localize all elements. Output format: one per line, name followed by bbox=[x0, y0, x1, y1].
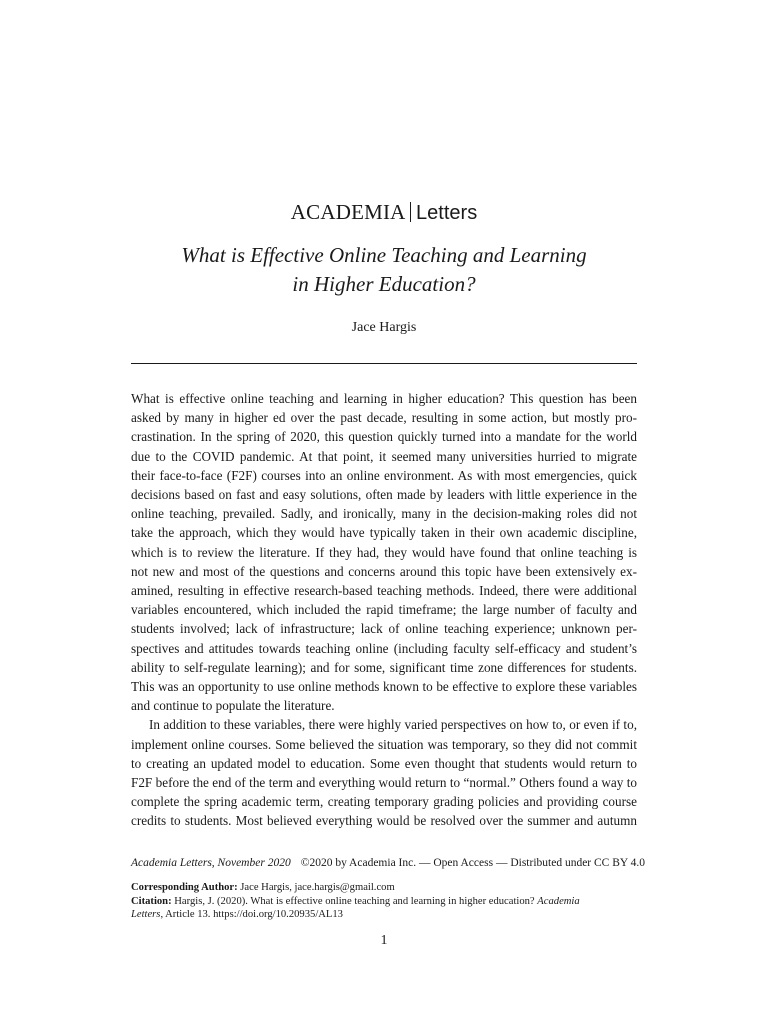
page-number: 1 bbox=[380, 933, 388, 948]
body-line: ability to self-regulate learning); and for some, significant time zone differences for students. bbox=[131, 659, 637, 675]
citation-rest: , Article 13. https://doi.org/10.20935/AL13 bbox=[160, 909, 343, 920]
corresponding-author-value: Jace Hargis, jace.hargis@gmail.com bbox=[240, 882, 395, 893]
article-title bbox=[100, 241, 668, 299]
body-line: implement online courses. Some believed the situation was temporary, so they did not commit bbox=[131, 736, 637, 752]
citation bbox=[131, 895, 637, 909]
publication-footer bbox=[131, 855, 646, 871]
journal-masthead bbox=[0, 198, 768, 227]
body-line: variables encountered, which included the rapid timeframe; the large number of faculty and bbox=[131, 602, 637, 618]
title-line-2: in Higher Education? bbox=[292, 272, 476, 296]
body-line: not new and most of the questions and concerns around this topic have been extensively ex- bbox=[131, 563, 637, 579]
citation-continued bbox=[131, 908, 637, 922]
article-body bbox=[131, 389, 637, 831]
citation-text: Hargis, J. (2020). What is effective online teaching and learning in higher education? bbox=[174, 895, 535, 907]
citation-journal: Academia bbox=[537, 895, 580, 907]
body-line: crastination. In the spring of 2020, this question quickly turned into a mandate for the world bbox=[131, 429, 637, 445]
body-line: F2F before the end of the term and everything would return to “normal.” Others found a way to bbox=[131, 775, 637, 791]
journal-brand: ACADEMIA bbox=[290, 200, 406, 224]
footer-license: ©2020 by Academia Inc. — Open Access — Distributed under CC BY 4.0 bbox=[300, 857, 646, 869]
body-line: take the approach, which they would have typically taken in their own academic discipline, bbox=[131, 525, 637, 541]
body-line: amined, resulting in effective research-based teaching methods. Indeed, there were additional bbox=[131, 583, 637, 599]
body-line: In addition to these variables, there were highly varied perspectives on how to, or even if to, bbox=[149, 717, 637, 733]
body-line: which is to review the literature. If they had, they would have found that online teaching is bbox=[131, 544, 637, 560]
body-line: What is effective online teaching and learning in higher education? This question has been bbox=[131, 391, 637, 406]
corresponding-author-label: Corresponding Author: bbox=[131, 882, 238, 893]
body-line: due to the COVID pandemic. At that point, it seemed many universities hurried to migrate bbox=[131, 448, 637, 464]
body-line: asked by many in higher ed over the past decade, resulting in some action, but mostly pro- bbox=[131, 410, 637, 426]
body-line: their face-to-face (F2F) courses into an online environment. As with most emergencies, quick bbox=[131, 467, 637, 483]
journal-series: Letters bbox=[416, 202, 478, 224]
paragraph-1 bbox=[131, 389, 637, 715]
citation-label: Citation: bbox=[131, 895, 172, 907]
body-line: to creating an updated model to education. Some even thought that students would return to bbox=[131, 755, 637, 771]
author-name: Jace Hargis bbox=[351, 320, 417, 335]
citation-journal-line2: Letters bbox=[131, 909, 161, 920]
footer-venue: Academia Letters, November 2020 bbox=[131, 857, 291, 869]
body-line: spectives and attitudes towards teaching online (including faculty self-efficacy and student’s bbox=[131, 640, 637, 656]
body-line: decisions based on fast and easy solutions, often made by leaders with little experience in the bbox=[131, 487, 637, 503]
body-line: students involved; lack of infrastructure; lack of online teaching experience; unknown per- bbox=[131, 621, 637, 637]
title-divider bbox=[131, 363, 637, 364]
body-line: complete the spring academic term, creating temporary grading policies and providing course bbox=[131, 794, 637, 810]
masthead-separator bbox=[410, 202, 412, 222]
article-metadata bbox=[131, 881, 637, 922]
body-line: This was an opportunity to use online methods known to be effective to explore these variables bbox=[131, 679, 637, 695]
body-line: credits to students. Most believed everything would be resolved over the summer and autumn bbox=[131, 813, 637, 829]
body-line: online teaching, prevailed. Sadly, and ironically, many in the decision-making roles did not bbox=[131, 506, 637, 522]
paragraph-2 bbox=[131, 715, 637, 830]
body-line: and continue to populate the literature. bbox=[131, 698, 335, 714]
corresponding-author bbox=[131, 881, 637, 895]
title-line-1: What is Effective Online Teaching and Learning bbox=[181, 243, 587, 267]
